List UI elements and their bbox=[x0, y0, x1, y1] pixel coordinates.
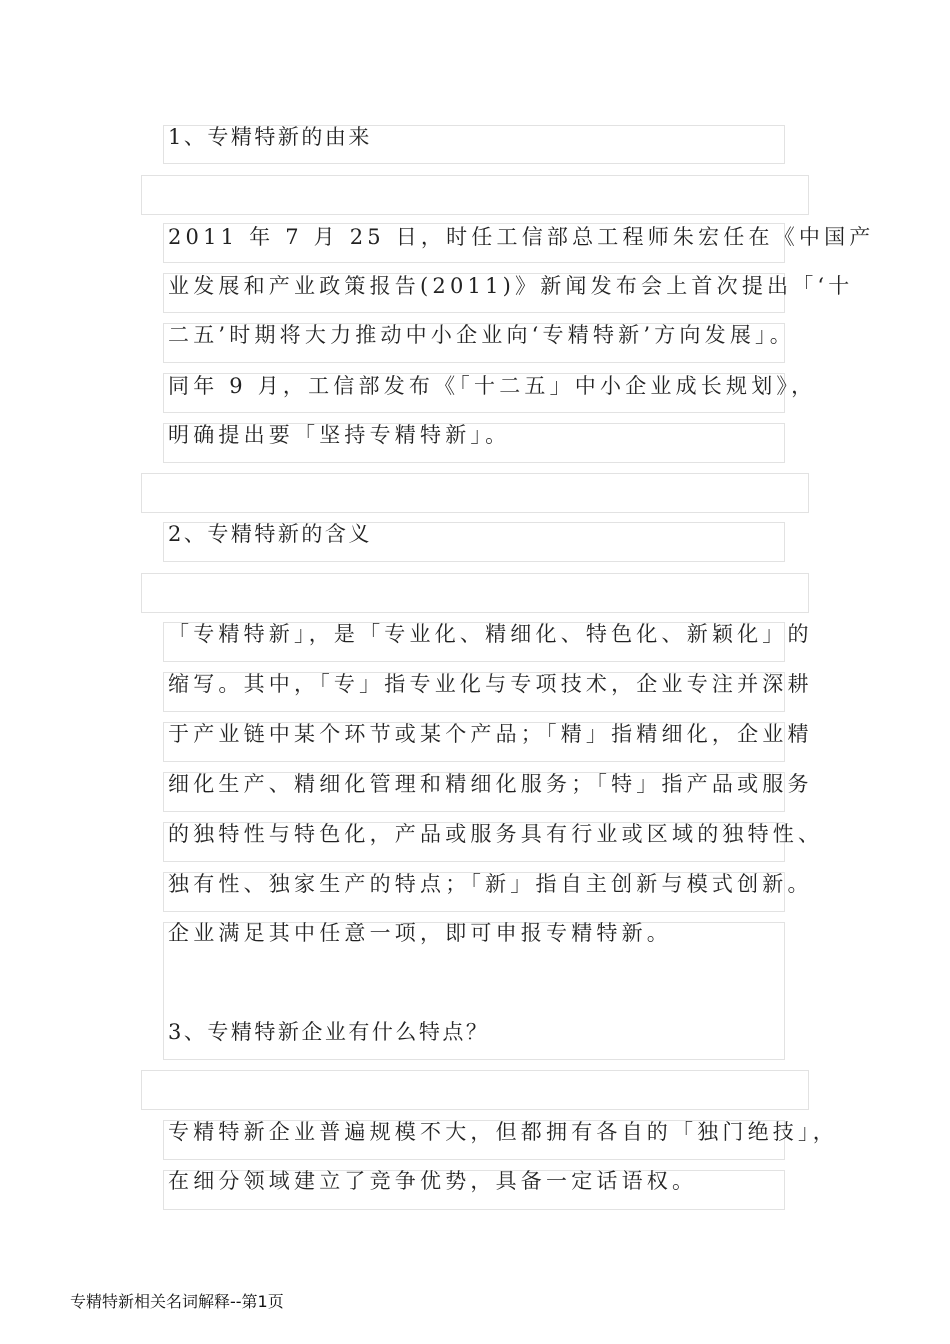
paragraph-line: 细化生产、精细化管理和精细化服务；「特」指产品或服务 bbox=[168, 772, 813, 796]
page-footer: 专精特新相关名词解释--第1页 bbox=[70, 1292, 284, 1311]
paragraph-line: 同年 9 月，工信部发布《「十二五」中小企业成长规划》， bbox=[168, 374, 817, 398]
frame-box bbox=[141, 573, 809, 613]
paragraph-line: 缩写。其中，「专」指专业化与专项技术，企业专注并深耕 bbox=[168, 672, 813, 696]
paragraph-line: 专精特新企业普遍规模不大，但都拥有各自的「独门绝技」， bbox=[168, 1120, 838, 1144]
paragraph-line: 二五’时期将大力推动中小企业向‘专精特新’方向发展」。 bbox=[168, 323, 795, 347]
paragraph-line: 在细分领域建立了竞争优势，具备一定话语权。 bbox=[168, 1169, 698, 1193]
paragraph-line: 独有性、独家生产的特点；「新」指自主创新与模式创新。 bbox=[168, 872, 813, 896]
frame-box bbox=[141, 175, 809, 215]
paragraph-line: 「专精特新」，是「专业化、精细化、特色化、新颖化」的 bbox=[168, 622, 813, 646]
paragraph-line: 2011 年 7 月 25 日，时任工信部总工程师朱宏任在《中国产 bbox=[168, 225, 875, 249]
section-heading: 3、专精特新企业有什么特点？ bbox=[168, 1020, 490, 1044]
section-heading: 1、专精特新的由来 bbox=[168, 125, 372, 149]
paragraph-line: 于产业链中某个环节或某个产品；「精」指精细化，企业精 bbox=[168, 722, 813, 746]
section-heading: 2、专精特新的含义 bbox=[168, 522, 372, 546]
paragraph-line: 业发展和产业政策报告(2011)》新闻发布会上首次提出「‘十 bbox=[168, 274, 854, 298]
frame-box bbox=[141, 473, 809, 513]
paragraph-line: 的独特性与特色化，产品或服务具有行业或区域的独特性、 bbox=[168, 822, 824, 846]
paragraph-line: 企业满足其中任意一项，即可申报专精特新。 bbox=[168, 921, 672, 945]
paragraph-line: 明确提出要「坚持专精特新」。 bbox=[168, 423, 511, 447]
frame-box bbox=[141, 1070, 809, 1110]
